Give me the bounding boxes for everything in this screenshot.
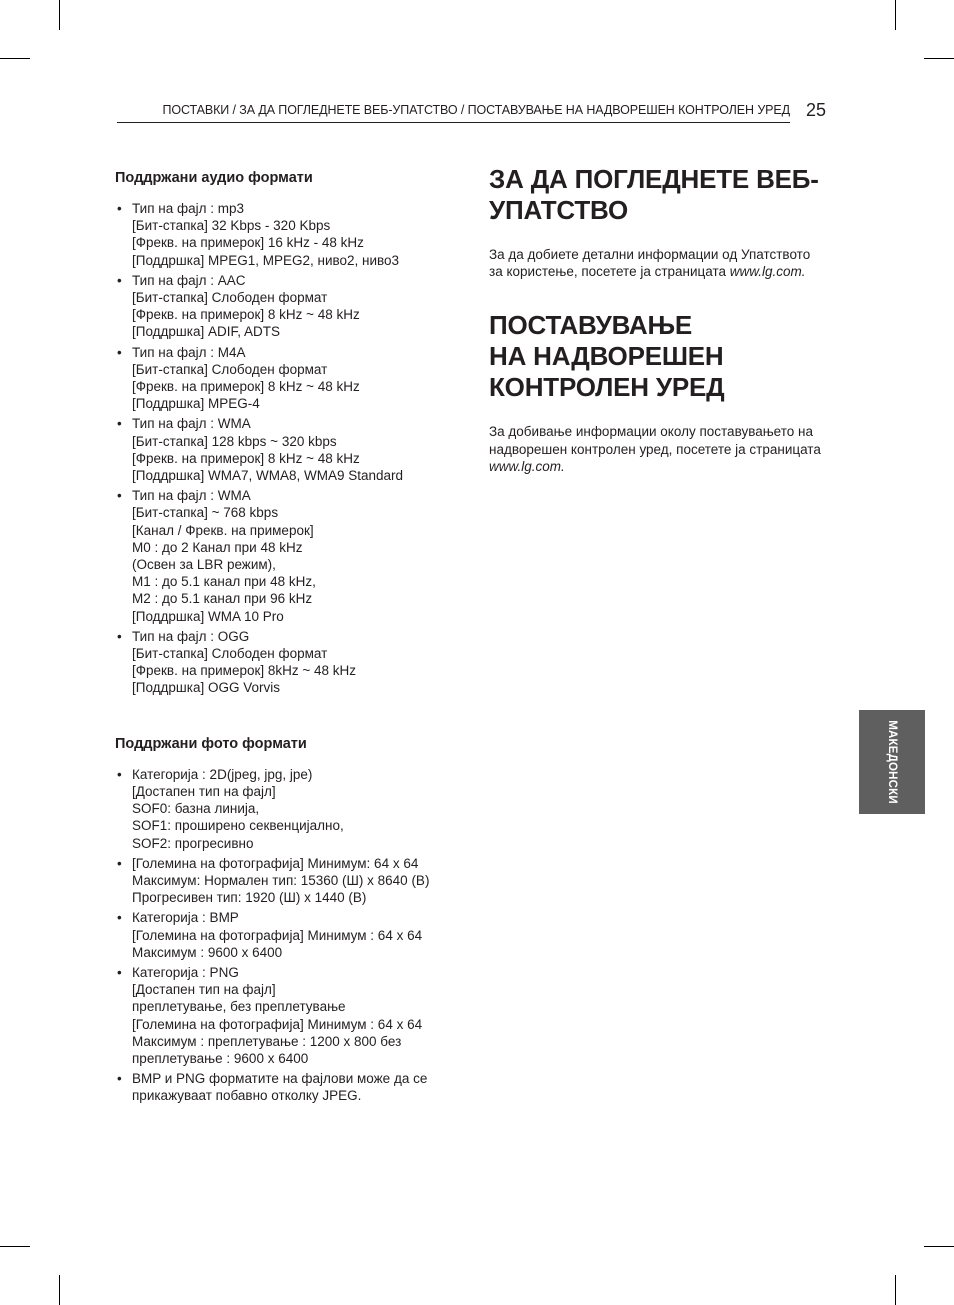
list-item-line: [Поддршка] ADIF, ADTS [132, 324, 280, 340]
bullet-icon: • [117, 855, 122, 871]
list-item-line: [Фрекв. на примерок] 8 kHz ~ 48 kHz [132, 307, 360, 323]
language-tab [859, 710, 925, 814]
list-item-line: [Фрекв. на примерок] 16 kHz - 48 kHz [132, 235, 364, 251]
crop-mark [924, 1246, 954, 1247]
list-item-line: [Бит-стапка] Слободен формат [132, 361, 328, 377]
list-item-line: Тип на фајл : mp3 [132, 201, 244, 216]
list-item-line: [Канал / Фрекв. на примерок] [132, 522, 314, 538]
list-item-line: [Фрекв. на примерок] 8 kHz ~ 48 kHz [132, 379, 360, 395]
language-tab-label: МАКЕДОНСКИ [886, 720, 898, 804]
list-item-line: SOF0: базна линија, [132, 801, 260, 817]
title-line: НА НАДВОРЕШЕН [489, 341, 724, 372]
list-item-line: Тип на фајл : M4A [132, 344, 246, 360]
website-link[interactable]: www.lg.com. [729, 264, 806, 280]
list-item-line: [Фрекв. на примерок] 8kHz ~ 48 kHz [132, 663, 357, 679]
list-item-line: [Поддршка] MPEG-4 [132, 396, 260, 412]
website-link[interactable]: www.lg.com. [489, 458, 565, 474]
list-item-line: M0 : до 2 Канал при 48 kHz [132, 539, 303, 555]
list-item-line: Прогресивен тип: 1920 (Ш) x 1440 (В) [132, 890, 367, 906]
bullet-icon: • [117, 910, 122, 926]
bullet-icon: • [117, 628, 122, 644]
crop-mark [895, 0, 896, 30]
bullet-icon: • [117, 201, 122, 216]
page-number: 25 [806, 100, 827, 120]
title-line: УПАТСТВО [489, 195, 628, 225]
audio-formats-heading: Поддржани аудио формати [115, 170, 313, 186]
crop-mark [0, 1246, 30, 1247]
list-item [115, 766, 465, 852]
list-item-line: прикажуваат побавно отколку JPEG. [132, 1088, 362, 1104]
list-item [115, 1070, 465, 1104]
crop-mark [0, 58, 30, 59]
crop-mark [59, 1275, 60, 1305]
list-item-line: Тип на фајл : WMA [132, 488, 251, 504]
list-item-line: [Бит-стапка] Слободен формат [132, 646, 328, 662]
paragraph-line: надворешен контролен уред, посетете ја страницата [489, 441, 821, 457]
breadcrumb: ПОСТАВКИ / ЗА ДА ПОГЛЕДНЕТЕ ВЕБ-УПАТСТВО / ПОСТАВУВАЊЕ НА НАДВОРЕШЕН КОНТРОЛЕН УРЕД [117, 100, 790, 123]
list-item-line: [Големина на фотографија] Минимум : 64 x 64 [132, 1016, 423, 1032]
web-manual-title [489, 164, 839, 226]
list-item-line: Категорија : BMP [132, 910, 239, 926]
list-item [115, 344, 465, 413]
list-item-line: M1 : до 5.1 канал при 48 kHz, [132, 574, 316, 590]
title-line: КОНТРОЛЕН УРЕД [489, 372, 725, 403]
audio-formats-list [115, 200, 465, 697]
paragraph-text: за користење, посетете ја страницата [489, 264, 730, 280]
list-item-line: [Поддршка] WMA7, WMA8, WMA9 Standard [132, 468, 404, 484]
right-column [489, 164, 839, 475]
external-device-paragraph [489, 423, 839, 475]
bullet-icon: • [117, 488, 122, 504]
bullet-icon: • [117, 344, 122, 360]
list-item-line: Категорија : PNG [132, 964, 239, 980]
list-item [115, 487, 465, 625]
list-item [115, 415, 465, 484]
list-item-line: Тип на фајл : WMA [132, 416, 251, 432]
list-item-line: M2 : до 5.1 канал при 96 kHz [132, 591, 313, 607]
list-item-line: [Бит-стапка] ~ 768 kbps [132, 505, 279, 521]
list-item-line: преплетување : 9600 x 6400 [132, 1050, 309, 1066]
list-item-line: BMP и PNG форматите на фајлови може да се [132, 1071, 428, 1087]
list-item-line: Категорија : 2D(jpeg, jpg, jpe) [132, 766, 313, 782]
list-item-line: [Големина на фотографија] Минимум : 64 x 64 [132, 927, 423, 943]
external-device-title [489, 310, 839, 403]
list-item-line: Максимум: Нормален тип: 15360 (Ш) x 8640 (В) [132, 872, 430, 888]
photo-formats-list [115, 766, 465, 1105]
list-item-line: Тип на фајл : OGG [132, 628, 250, 644]
list-item-line: SOF2: прогресивно [132, 835, 254, 851]
list-item-line: [Бит-стапка] 32 Kbps - 320 Kbps [132, 218, 331, 234]
title-line: ПОСТАВУВАЊЕ [489, 310, 693, 341]
list-item [115, 272, 465, 341]
left-column [115, 168, 465, 1108]
paragraph-line [489, 458, 839, 475]
list-item-line: Максимум : преплетување : 1200 x 800 без [132, 1033, 402, 1049]
bullet-icon: • [117, 964, 122, 980]
bullet-icon: • [117, 1071, 122, 1087]
list-item-line: [Бит-стапка] Слободен формат [132, 290, 328, 306]
list-item-line: [Достапен тип на фајл] [132, 783, 276, 799]
list-item-line: [Поддршка] MPEG1, MPEG2, ниво2, ниво3 [132, 252, 400, 268]
list-item [115, 200, 465, 269]
list-item-line: [Големина на фотографија] Минимум: 64 x 64 [132, 855, 419, 871]
list-item-line: Тип на фајл : AAC [132, 272, 246, 288]
photo-formats-heading: Поддржани фото формати [115, 735, 307, 752]
bullet-icon: • [117, 766, 122, 782]
crop-mark [59, 0, 60, 30]
bullet-icon: • [117, 272, 122, 288]
list-item-line: [Поддршка] OGG Vorvis [132, 680, 280, 696]
list-item-line: Максимум : 9600 x 6400 [132, 944, 283, 960]
crop-mark [924, 58, 954, 59]
bullet-icon: • [117, 416, 122, 432]
paragraph-line: За да добиете детални информации од Упатството [489, 247, 811, 262]
list-item-line: [Бит-стапка] 128 kbps ~ 320 kbps [132, 433, 337, 449]
title-line: ЗА ДА ПОГЛЕДНЕТЕ ВЕБ- [489, 164, 819, 194]
list-item [115, 909, 465, 961]
list-item [115, 964, 465, 1067]
paragraph-line: За добивање информации околу поставувањето на [489, 424, 813, 440]
list-item-line: SOF1: проширено секвенцијално, [132, 818, 344, 834]
list-item-line: [Достапен тип на фајл] [132, 982, 276, 998]
list-item-line: [Поддршка] WMA 10 Pro [132, 608, 284, 624]
web-manual-paragraph [489, 246, 839, 280]
crop-mark [895, 1275, 896, 1305]
list-item-line: (Освен за LBR режим), [132, 557, 276, 573]
list-item-line: преплетување, без преплетување [132, 999, 346, 1015]
list-item [115, 855, 465, 907]
list-item-line: [Фрекв. на примерок] 8 kHz ~ 48 kHz [132, 450, 360, 466]
paragraph-line [489, 263, 839, 280]
list-item [115, 628, 465, 697]
